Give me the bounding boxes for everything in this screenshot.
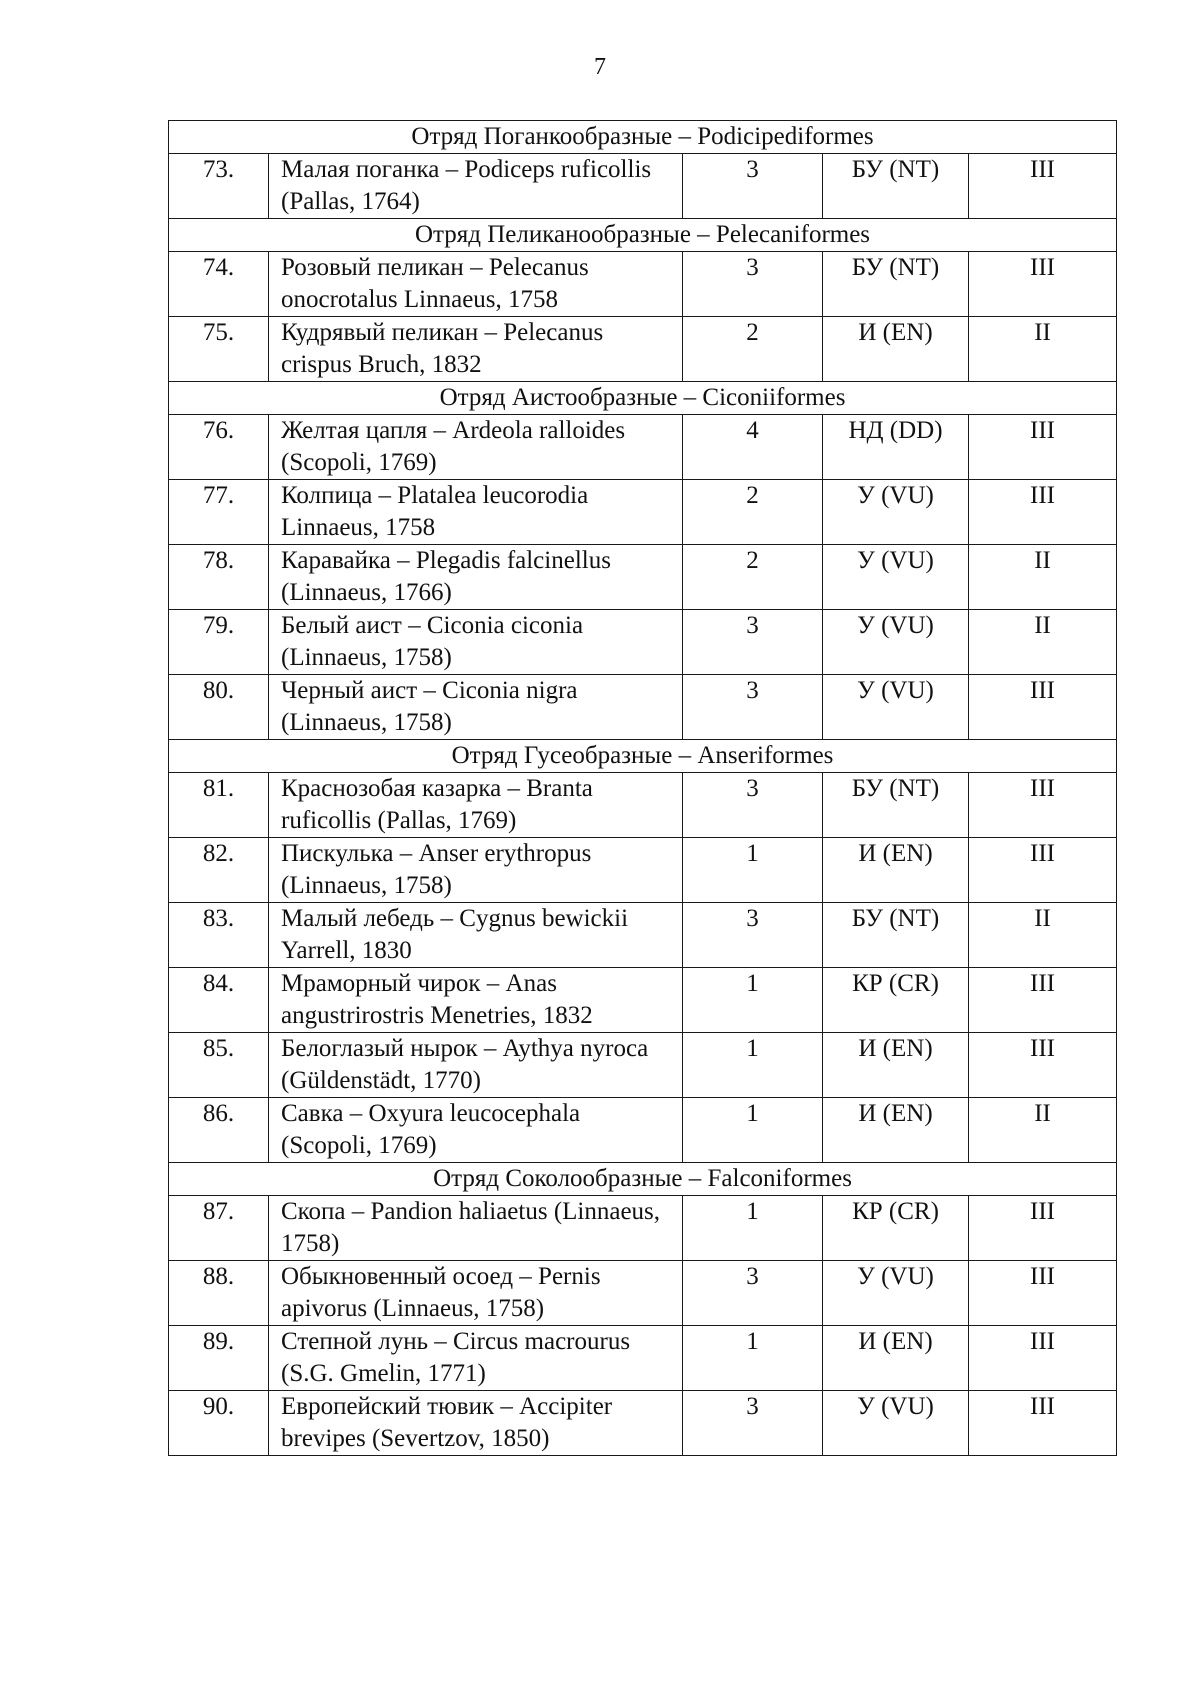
order-title: Отряд Поганкообразные – Podicipediformes (169, 121, 1117, 154)
level-cell: II (969, 1098, 1117, 1163)
status-cell: НД (DD) (823, 415, 969, 480)
row-number: 80. (169, 675, 269, 740)
row-number: 82. (169, 838, 269, 903)
table-row (169, 838, 1117, 903)
row-number: 75. (169, 317, 269, 382)
species-name: Малый лебедь – Cygnus bewickii Yarrell, 1830 (269, 903, 683, 968)
row-number: 78. (169, 545, 269, 610)
species-name: Мраморный чирок – Anas angustrirostris Menetries, 1832 (269, 968, 683, 1033)
species-table (168, 120, 1117, 1456)
level-cell: III (969, 675, 1117, 740)
category-cell: 1 (683, 1098, 823, 1163)
level-cell: III (969, 154, 1117, 219)
category-cell: 1 (683, 1196, 823, 1261)
table-row (169, 317, 1117, 382)
category-cell: 2 (683, 545, 823, 610)
level-cell: II (969, 317, 1117, 382)
status-cell: У (VU) (823, 675, 969, 740)
table-row (169, 968, 1117, 1033)
status-cell: У (VU) (823, 480, 969, 545)
status-cell: У (VU) (823, 1261, 969, 1326)
category-cell: 1 (683, 1326, 823, 1391)
row-number: 90. (169, 1391, 269, 1456)
level-cell: III (969, 480, 1117, 545)
table-row (169, 252, 1117, 317)
species-name: Малая поганка – Podiceps ruficollis (Pallas, 1764) (269, 154, 683, 219)
row-number: 88. (169, 1261, 269, 1326)
status-cell: И (EN) (823, 1326, 969, 1391)
level-cell: III (969, 773, 1117, 838)
category-cell: 2 (683, 317, 823, 382)
level-cell: III (969, 1391, 1117, 1456)
row-number: 77. (169, 480, 269, 545)
level-cell: II (969, 903, 1117, 968)
category-cell: 3 (683, 675, 823, 740)
category-cell: 1 (683, 968, 823, 1033)
row-number: 85. (169, 1033, 269, 1098)
row-number: 81. (169, 773, 269, 838)
category-cell: 3 (683, 610, 823, 675)
species-name: Белоглазый нырок – Aythya nyroca (Güldenstädt, 1770) (269, 1033, 683, 1098)
page-number: 7 (594, 54, 606, 80)
order-header-row (169, 121, 1117, 154)
order-title: Отряд Гусеобразные – Anseriformes (169, 740, 1117, 773)
order-header-row (169, 219, 1117, 252)
level-cell: III (969, 1196, 1117, 1261)
status-cell: БУ (NT) (823, 154, 969, 219)
level-cell: III (969, 252, 1117, 317)
row-number: 89. (169, 1326, 269, 1391)
table-row (169, 480, 1117, 545)
species-name: Колпица – Platalea leucorodia Linnaeus, 1758 (269, 480, 683, 545)
species-name: Каравайка – Plegadis falcinellus (Linnaeus, 1766) (269, 545, 683, 610)
row-number: 83. (169, 903, 269, 968)
status-cell: И (EN) (823, 838, 969, 903)
category-cell: 1 (683, 838, 823, 903)
status-cell: КР (CR) (823, 968, 969, 1033)
order-title: Отряд Аистообразные – Ciconiiformes (169, 382, 1117, 415)
species-name: Скопа – Pandion haliaetus (Linnaeus, 1758) (269, 1196, 683, 1261)
category-cell: 3 (683, 903, 823, 968)
table-row (169, 1196, 1117, 1261)
level-cell: III (969, 415, 1117, 480)
species-name: Розовый пеликан – Pelecanus onocrotalus Linnaeus, 1758 (269, 252, 683, 317)
row-number: 79. (169, 610, 269, 675)
table-body (169, 121, 1117, 1456)
table-row (169, 610, 1117, 675)
category-cell: 3 (683, 1261, 823, 1326)
row-number: 74. (169, 252, 269, 317)
row-number: 73. (169, 154, 269, 219)
category-cell: 4 (683, 415, 823, 480)
species-name: Белый аист – Ciconia ciconia (Linnaeus, 1758) (269, 610, 683, 675)
table-row (169, 1326, 1117, 1391)
status-cell: И (EN) (823, 317, 969, 382)
table-row (169, 1391, 1117, 1456)
row-number: 76. (169, 415, 269, 480)
category-cell: 2 (683, 480, 823, 545)
status-cell: И (EN) (823, 1098, 969, 1163)
category-cell: 3 (683, 252, 823, 317)
status-cell: И (EN) (823, 1033, 969, 1098)
level-cell: III (969, 1326, 1117, 1391)
order-title: Отряд Соколообразные – Falconiformes (169, 1163, 1117, 1196)
status-cell: У (VU) (823, 610, 969, 675)
species-name: Степной лунь – Circus macrourus (S.G. Gmelin, 1771) (269, 1326, 683, 1391)
level-cell: II (969, 610, 1117, 675)
table-row (169, 415, 1117, 480)
level-cell: II (969, 545, 1117, 610)
level-cell: III (969, 838, 1117, 903)
row-number: 87. (169, 1196, 269, 1261)
table-row (169, 1261, 1117, 1326)
status-cell: БУ (NT) (823, 903, 969, 968)
level-cell: III (969, 1261, 1117, 1326)
table-row (169, 903, 1117, 968)
row-number: 86. (169, 1098, 269, 1163)
status-cell: У (VU) (823, 1391, 969, 1456)
order-header-row (169, 382, 1117, 415)
table-row (169, 1033, 1117, 1098)
species-name: Савка – Oxyura leucocephala (Scopoli, 1769) (269, 1098, 683, 1163)
species-name: Желтая цапля – Ardeola ralloides (Scopoli, 1769) (269, 415, 683, 480)
order-title: Отряд Пеликанообразные – Pelecaniformes (169, 219, 1117, 252)
status-cell: БУ (NT) (823, 773, 969, 838)
category-cell: 3 (683, 773, 823, 838)
table-row (169, 154, 1117, 219)
table-row (169, 545, 1117, 610)
level-cell: III (969, 968, 1117, 1033)
status-cell: БУ (NT) (823, 252, 969, 317)
species-name: Европейский тювик – Accipiter brevipes (Severtzov, 1850) (269, 1391, 683, 1456)
table-row (169, 773, 1117, 838)
species-name: Кудрявый пеликан – Pelecanus crispus Bruch, 1832 (269, 317, 683, 382)
species-name: Краснозобая казарка – Branta ruficollis (Pallas, 1769) (269, 773, 683, 838)
species-name: Черный аист – Ciconia nigra (Linnaeus, 1758) (269, 675, 683, 740)
order-header-row (169, 740, 1117, 773)
status-cell: КР (CR) (823, 1196, 969, 1261)
species-name: Пискулька – Anser erythropus (Linnaeus, 1758) (269, 838, 683, 903)
species-name: Обыкновенный осоед – Pernis apivorus (Linnaeus, 1758) (269, 1261, 683, 1326)
category-cell: 3 (683, 154, 823, 219)
category-cell: 3 (683, 1391, 823, 1456)
row-number: 84. (169, 968, 269, 1033)
category-cell: 1 (683, 1033, 823, 1098)
status-cell: У (VU) (823, 545, 969, 610)
table-row (169, 675, 1117, 740)
table-row (169, 1098, 1117, 1163)
level-cell: III (969, 1033, 1117, 1098)
order-header-row (169, 1163, 1117, 1196)
